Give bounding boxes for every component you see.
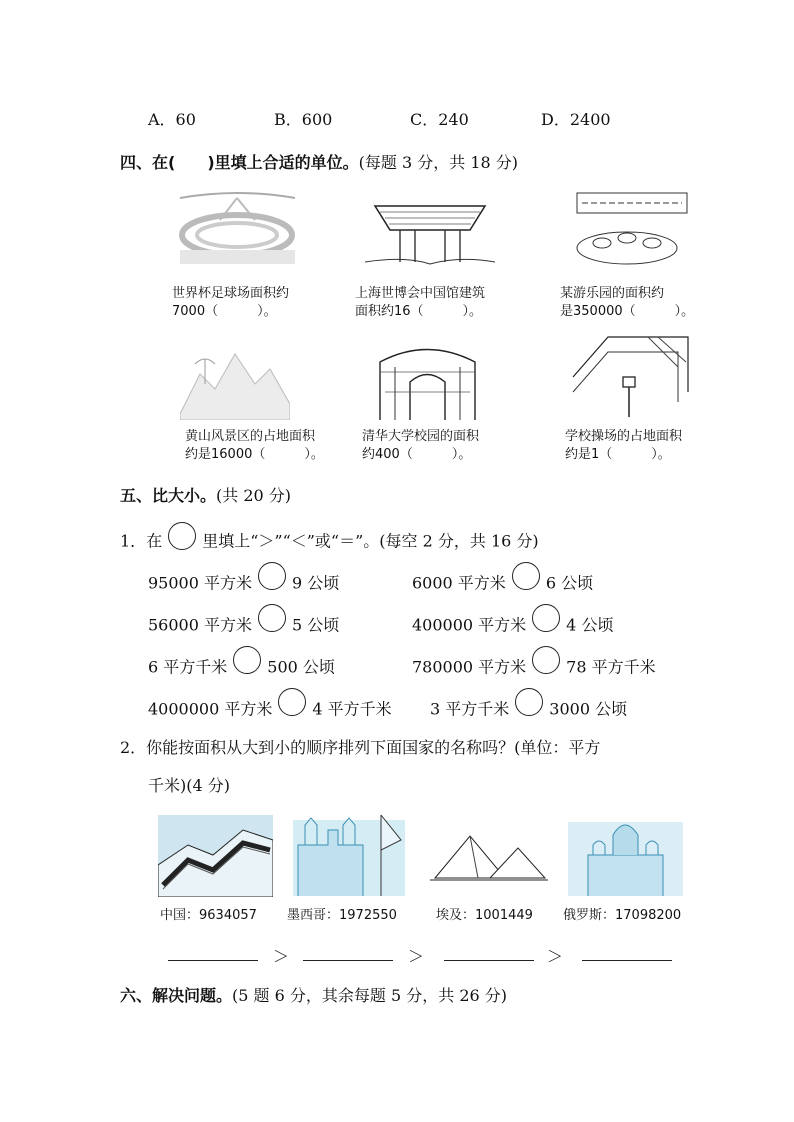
compare-left-term: 780000 平方米 (412, 657, 527, 677)
country-label-egypt: 埃及：1001449 (436, 908, 533, 923)
caption-5 (362, 428, 479, 464)
compare-right-term: 4 公顷 (566, 615, 614, 635)
question-1 (120, 528, 539, 556)
caption-1 (172, 285, 289, 321)
answer-circle[interactable] (278, 688, 306, 716)
answer-circle[interactable] (258, 562, 286, 590)
greater-than-2: ＞ (408, 947, 425, 966)
caption-6 (565, 428, 682, 464)
country-label-china: 中国：9634057 (160, 908, 257, 923)
section-4-heading (120, 150, 518, 173)
compare-left-term: 95000 平方米 (148, 573, 252, 593)
caption-2 (355, 285, 485, 321)
section-6-title: 六、解决问题。 (120, 986, 233, 1005)
option-d: D．2400 (541, 110, 611, 129)
sample-circle (168, 522, 196, 550)
caption-3 (560, 285, 694, 321)
question-2-line-2: 千米)(4 分) (148, 776, 230, 795)
greater-than-3: ＞ (547, 947, 564, 966)
order-blank-4[interactable] (582, 960, 672, 961)
compare-row-4-right (430, 696, 627, 724)
compare-row-3-left (148, 654, 335, 682)
order-blank-3[interactable] (444, 960, 534, 961)
compare-right-term: 78 平方千米 (566, 657, 656, 677)
caption-3-line-2: 是350000（ ）。 (560, 304, 695, 319)
section-4-score: (每题 3 分，共 18 分) (358, 153, 519, 172)
compare-left-term: 6 平方千米 (148, 657, 228, 677)
compare-right-term: 3000 公顷 (549, 699, 628, 719)
caption-6-line-1: 学校操场的占地面积 (565, 429, 683, 444)
compare-left-term: 56000 平方米 (148, 615, 252, 635)
section-5-heading (120, 483, 291, 506)
compare-right-term: 6 公顷 (545, 573, 594, 593)
country-label-russia: 俄罗斯：17098200 (563, 908, 682, 923)
compare-right-term: 500 公顷 (267, 657, 335, 677)
egypt-pyramids-picture (430, 828, 548, 886)
answer-circle[interactable] (258, 604, 286, 632)
caption-2-line-2: 面积约16（ ）。 (355, 304, 483, 319)
russia-cathedral-picture (568, 810, 683, 896)
section-5-title: 五、比大小。 (120, 486, 217, 505)
caption-4-line-1: 黄山风景区的占地面积 (185, 429, 316, 444)
option-c: C．240 (410, 110, 469, 129)
compare-left-term: 3 平方千米 (430, 699, 510, 719)
question-2-line-1: 2．你能按面积从大到小的顺序排列下面国家的名称吗？(单位：平方 (120, 738, 601, 757)
compare-right-term: 5 公顷 (292, 615, 340, 635)
country-label-mexico: 墨西哥：1972550 (287, 908, 397, 923)
huangshan-picture (180, 344, 290, 420)
order-blank-1[interactable] (168, 960, 258, 961)
amusement-park-picture (572, 188, 692, 270)
q1-pre: 在 (146, 531, 163, 551)
option-b: B．600 (274, 110, 333, 129)
compare-row-2-left (148, 612, 339, 640)
answer-circle[interactable] (512, 562, 540, 590)
caption-2-line-1: 上海世博会中国馆建筑 (355, 286, 486, 301)
option-a: A．60 (148, 110, 196, 129)
tsinghua-gate-picture (365, 332, 490, 422)
caption-6-line-2: 约是1（ ）。 (565, 447, 671, 462)
compare-row-4-left (148, 696, 392, 724)
q1-score: (每空 2 分，共 16 分) (379, 531, 539, 551)
answer-circle[interactable] (532, 646, 560, 674)
compare-left-term: 6000 平方米 (412, 573, 506, 593)
stadium-picture (175, 190, 300, 268)
compare-left-term: 400000 平方米 (412, 615, 527, 635)
compare-left-term: 4000000 平方米 (148, 699, 273, 719)
section-5-score: (共 20 分) (216, 486, 292, 505)
compare-right-term: 4 平方千米 (312, 699, 392, 719)
q1-number: 1． (120, 531, 147, 551)
compare-row-1-left (148, 570, 339, 598)
answer-circle[interactable] (233, 646, 261, 674)
compare-row-3-right (412, 654, 656, 682)
compare-row-2-right (412, 612, 613, 640)
mexico-cathedral-picture (293, 810, 405, 896)
section-4-title: 四、在( )里填上合适的单位。 (120, 153, 359, 172)
order-blank-2[interactable] (303, 960, 393, 961)
greater-than-1: ＞ (273, 947, 290, 966)
china-pavilion-picture (365, 188, 495, 268)
playground-picture (568, 332, 693, 422)
great-wall-picture (158, 815, 273, 897)
caption-4 (185, 428, 324, 464)
caption-5-line-1: 清华大学校园的面积 (362, 429, 480, 444)
answer-circle[interactable] (532, 604, 560, 632)
compare-right-term: 9 公顷 (292, 573, 340, 593)
caption-1-line-2: 7000（ ）。 (172, 304, 277, 319)
section-6-score: (5 题 6 分，其余每题 5 分，共 26 分) (232, 986, 508, 1005)
caption-1-line-1: 世界杯足球场面积约 (172, 286, 290, 301)
compare-row-1-right (412, 570, 593, 598)
q1-post: 里填上“＞”“＜”或“＝”。 (202, 531, 380, 551)
caption-3-line-1: 某游乐园的面积约 (560, 286, 665, 301)
caption-4-line-2: 约是16000（ ）。 (185, 447, 324, 462)
section-6-heading (120, 983, 507, 1006)
answer-circle[interactable] (515, 688, 543, 716)
caption-5-line-2: 约400（ ）。 (362, 447, 472, 462)
